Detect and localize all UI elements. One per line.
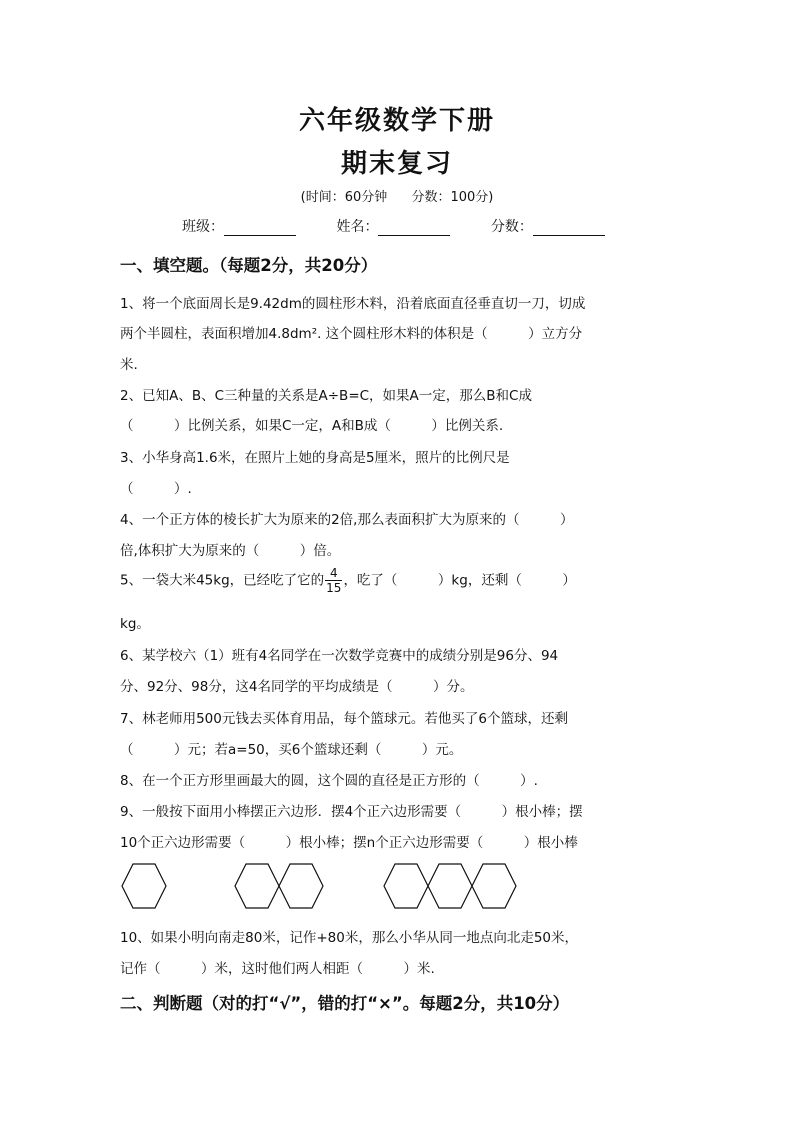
question-line: 4、一个正方体的棱长扩大为原来的2倍,那么表面积扩大为原来的（ ） — [120, 512, 574, 528]
question-line: 8、在一个正方形里画最大的圆，这个圆的直径是正方形的（ ）. — [120, 773, 538, 789]
exam-total-score: 分数：100分) — [411, 190, 494, 205]
question-line: 3、小华身高1.6米，在照片上她的身高是5厘米，照片的比例尺是 — [120, 450, 510, 466]
score-label: 分数： — [490, 219, 533, 235]
question-line: （ ）. — [120, 481, 192, 497]
page-subtitle: 期末复习 — [340, 149, 453, 179]
hexagon-3c — [472, 864, 516, 908]
question-line: 米. — [120, 357, 138, 373]
q5-suffix: ，吃了（ ）kg，还剩（ ） — [343, 572, 576, 589]
name-label: 姓名： — [336, 219, 379, 235]
hexagon-3b — [428, 864, 472, 908]
class-label: 班级： — [182, 219, 224, 235]
question-line: 1、将一个底面周长是9.42dm的圆柱形木料，沿着底面直径垂直切一刀，切成 — [120, 296, 586, 312]
question-line: 记作（ ）米，这时他们两人相距（ ）米. — [120, 961, 435, 977]
fraction-numerator: 4 — [325, 566, 342, 581]
hexagon-2a — [235, 864, 279, 908]
section-2-heading: 二、判断题（对的打“√”，错的打“×”。每题2分，共10分） — [120, 994, 570, 1013]
question-line: 10、如果小明向南走80米，记作+80米，那么小华从同一地点向北走50米， — [120, 930, 579, 946]
hexagon-3a — [384, 864, 428, 908]
question-line: 倍,体积扩大为原来的（ ）倍。 — [120, 543, 341, 559]
hexagon-2b — [279, 864, 323, 908]
question-line: 7、林老师用500元钱去买体育用品，每个篮球元。若他买了6个篮球，还剩 — [120, 711, 568, 727]
question-line: kg。 — [120, 616, 150, 632]
fraction-denominator: 15 — [326, 581, 342, 595]
q5-prefix: 5、一袋大米45kg，已经吃了它的 — [120, 572, 325, 589]
exam-time: (时间：60分钟 — [300, 190, 388, 205]
question-line: 6、某学校六（1）班有4名同学在一次数学竞赛中的成绩分别是96分、94 — [120, 648, 559, 664]
question-line: 10个正六边形需要（ ）根小棒；摆n个正六边形需要（ ）根小棒 — [120, 835, 578, 851]
question-line: 2、已知A、B、C三种量的关系是A÷B=C，如果A一定，那么B和C成 — [120, 388, 532, 404]
question-line: （ ）比例关系，如果C一定，A和B成（ ）比例关系. — [120, 418, 504, 434]
question-line: 9、一般按下面用小棒摆正六边形．摆4个正六边形需要（ ）根小棒；摆 — [120, 804, 583, 820]
hexagon-1 — [122, 864, 166, 908]
question-line: 两个半圆柱，表面积增加4.8dm². 这个圆柱形木料的体积是（ ）立方分 — [120, 326, 583, 342]
page-title: 六年级数学下册 — [298, 106, 495, 136]
section-1-heading: 一、填空题。（每题2分，共20分） — [120, 256, 378, 275]
question-line: 分、92分、98分，这4名同学的平均成绩是（ ）分。 — [120, 679, 474, 695]
question-line: （ ）元；若a=50，买6个篮球还剩（ ）元。 — [120, 742, 463, 758]
